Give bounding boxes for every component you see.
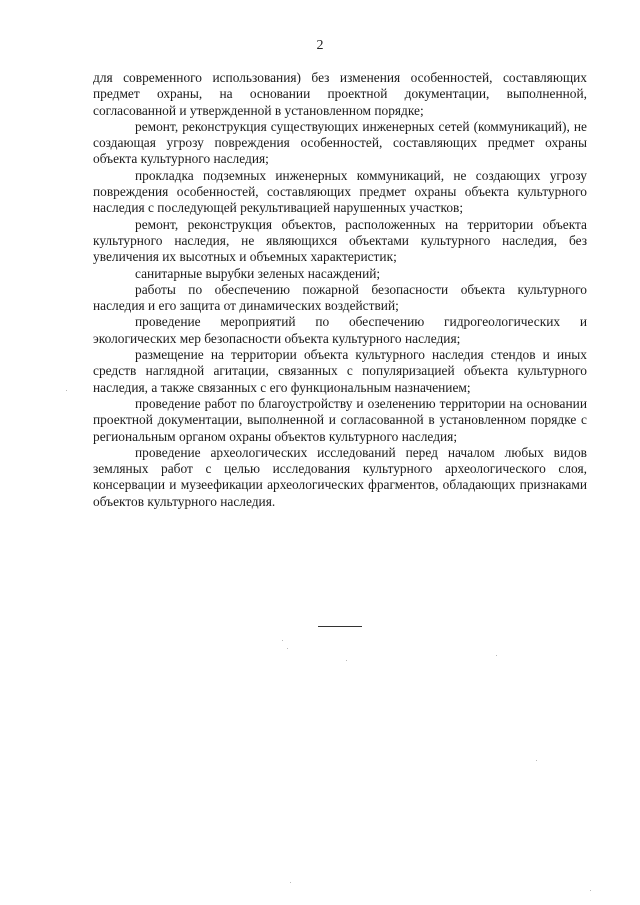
scan-speck — [287, 648, 288, 649]
scan-speck — [536, 760, 537, 761]
paragraph-hydrogeological-measures: проведение мероприятий по обеспечению гидрогеологических и экологических мер безопасности объекта культурного наследия; — [93, 314, 587, 346]
scan-speck — [496, 655, 497, 656]
paragraph-information-stands: размещение на территории объекта культурного наследия стендов и иных средств наглядной агитации, связанных с популяризацией объекта культурного наследия, а также связанных с его функциональным назначением; — [93, 347, 587, 395]
paragraph-fire-safety: работы по обеспечению пожарной безопасности объекта культурного наследия и его защита от динамических воздействий; — [93, 281, 587, 314]
scan-speck — [346, 660, 347, 661]
paragraph-archaeological-research: проведение археологических исследований перед началом любых видов земляных работ с целью исследования культурного археологического слоя, консервации и музеефикации археологических фрагментов, обладающих признаками объектов культурного наследия. — [93, 444, 587, 509]
scan-speck — [282, 640, 283, 641]
paragraph-sanitary-felling: санитарные вырубки зеленых насаждений; — [135, 265, 381, 281]
paragraph-landscaping: проведение работ по благоустройству и озеленению территории на основании проектной документации, выполненной и согласованной в установленном порядке с региональным органом охраны объектов культурного наследия; — [93, 395, 587, 444]
scan-speck — [66, 390, 67, 391]
paragraph-object-repair: ремонт, реконструкция объектов, расположенных на территории объекта культурного наследия, не являющихся объектами культурного наследия, без увеличения их высотных и объемных характеристик; — [93, 216, 587, 265]
paragraph-utility-networks: ремонт, реконструкция существующих инженерных сетей (коммуникаций), не создающая угрозу повреждения особенностей, составляющих предмет охраны объекта культурного наследия; — [93, 118, 587, 167]
scan-speck — [290, 882, 291, 883]
paragraph-continuation: для современного использования) без изменения особенностей, составляющих предмет охраны, на основании проектной документации, выполненной, согласованной и утвержденной в установленном порядке; — [93, 70, 587, 118]
scan-speck — [590, 890, 591, 891]
document-body — [93, 70, 587, 510]
closing-divider — [318, 626, 362, 627]
page-number: 2 — [316, 38, 324, 53]
paragraph-underground-communications: прокладка подземных инженерных коммуникаций, не создающих угрозу повреждения особенностей, составляющих предмет охраны объекта культурного наследия с последующей рекультивацией нарушенных участков; — [93, 167, 587, 216]
